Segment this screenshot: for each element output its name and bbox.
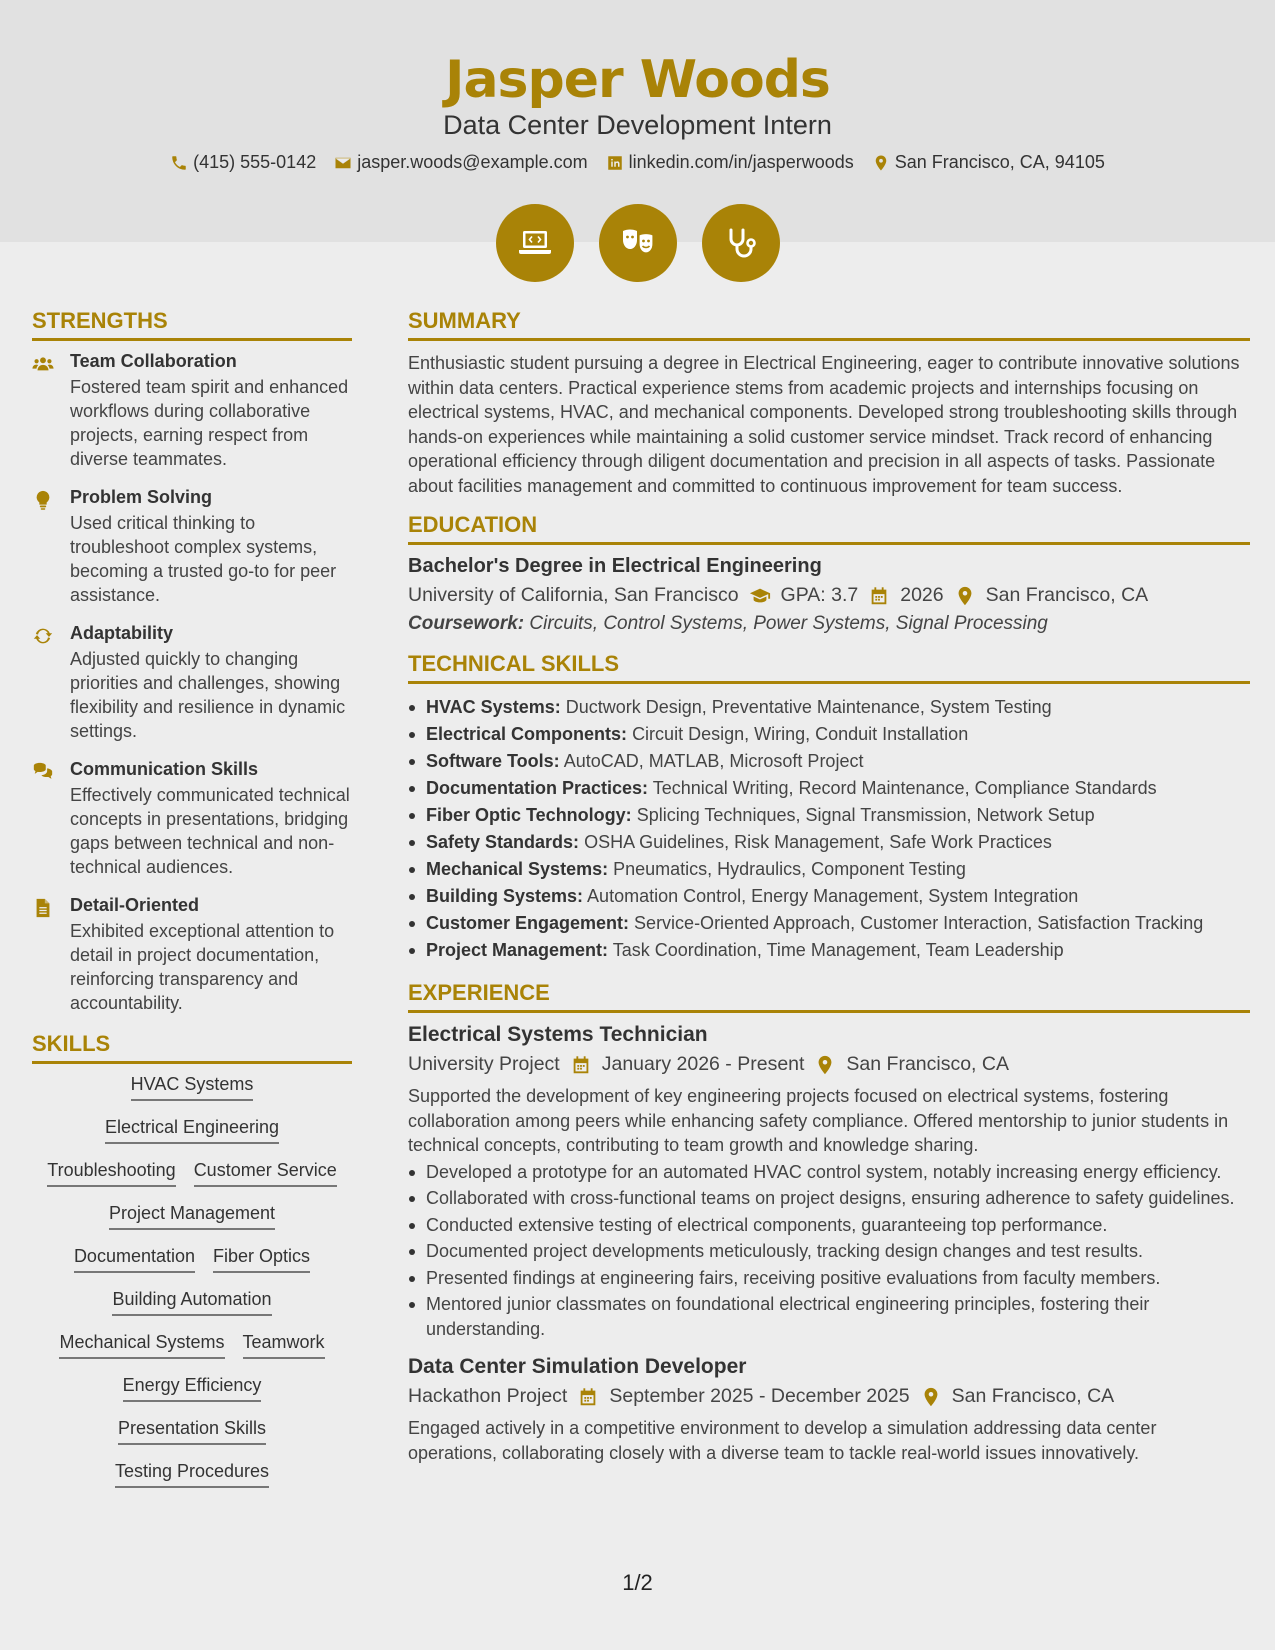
strength-desc: Fostered team spirit and enhanced workflows during collaborative projects, earning respect from diverse teammates. bbox=[70, 377, 349, 469]
phone-icon bbox=[170, 154, 188, 172]
list-item: Project Management: Task Coordination, Time Management, Team Leadership bbox=[408, 937, 1250, 964]
summary-text: Enthusiastic student pursuing a degree in Electrical Engineering, eager to contribute innovative solutions within data centers. Practical experience stems from academic projects and internships focusing on electrical systems, HVAC, and mechanical components. Developed strong troubleshooting skills through hands-on experiences while maintaining a solid customer service mindset. Track record of enhancing operational efficiency through diligent documentation and precision in all aspects of tasks. Passionate about facilities management and committed to continuous improvement for team success. bbox=[408, 353, 1240, 496]
list-item: Conducted extensive testing of electrical components, guaranteeing top performance. bbox=[408, 1213, 1250, 1238]
contact-bar bbox=[0, 152, 1275, 173]
skill-tag: Mechanical Systems bbox=[59, 1332, 224, 1359]
skill-tag: Fiber Optics bbox=[213, 1246, 310, 1273]
comments-icon bbox=[32, 761, 54, 783]
gpa: GPA: 3.7 bbox=[780, 584, 859, 606]
list-item: Fiber Optic Technology: Splicing Techniques, Signal Transmission, Network Setup bbox=[408, 802, 1250, 829]
strength-desc: Exhibited exceptional attention to detail in project documentation, reinforcing transparency and accountability. bbox=[70, 921, 335, 1013]
strength-item bbox=[32, 487, 352, 607]
skills-list bbox=[32, 1074, 352, 1504]
job-org: University Project bbox=[408, 1053, 560, 1075]
education-title: EDUCATION bbox=[408, 512, 1250, 545]
contact-email[interactable]: jasper.woods@example.com bbox=[334, 152, 587, 173]
job-meta bbox=[408, 1385, 1250, 1408]
technical-skills-title: TECHNICAL SKILLS bbox=[408, 651, 1250, 684]
job-desc: Supported the development of key engineering projects focused on electrical systems, fostering collaboration among peers while enhancing safety compliance. Offered mentorship to junior students in technical concepts, contributing to team growth and knowledge sharing. bbox=[408, 1086, 1229, 1155]
list-item: Mechanical Systems: Pneumatics, Hydraulics, Component Testing bbox=[408, 856, 1250, 883]
contact-phone: (415) 555-0142 bbox=[170, 152, 316, 173]
graduation-cap-icon bbox=[749, 585, 771, 607]
laptop-code-icon bbox=[515, 223, 555, 263]
graduation-year: 2026 bbox=[900, 584, 944, 606]
map-marker-icon bbox=[872, 154, 890, 172]
badge-masks bbox=[599, 204, 677, 282]
list-item: Software Tools: AutoCAD, MATLAB, Microsoft Project bbox=[408, 748, 1250, 775]
skill-tag: Energy Efficiency bbox=[123, 1375, 262, 1402]
map-marker-icon bbox=[814, 1054, 836, 1076]
job-org: Hackathon Project bbox=[408, 1385, 568, 1407]
list-item: Developed a prototype for an automated HVAC control system, notably increasing energy efficiency. bbox=[408, 1160, 1250, 1185]
map-marker-icon bbox=[954, 585, 976, 607]
lightbulb-icon bbox=[32, 489, 54, 511]
linkedin-icon bbox=[606, 154, 624, 172]
job-dates: September 2025 - December 2025 bbox=[609, 1385, 910, 1407]
strength-item bbox=[32, 759, 352, 879]
list-item: HVAC Systems: Ductwork Design, Preventative Maintenance, System Testing bbox=[408, 694, 1250, 721]
users-icon bbox=[32, 353, 54, 375]
strength-item bbox=[32, 895, 352, 1015]
badge-stethoscope bbox=[702, 204, 780, 282]
job-bullets bbox=[408, 1160, 1250, 1342]
sync-icon bbox=[32, 625, 54, 647]
list-item: Documented project developments meticulously, tracking design changes and test results. bbox=[408, 1239, 1250, 1264]
job-dates: January 2026 - Present bbox=[601, 1053, 805, 1075]
degree-title: Bachelor's Degree in Electrical Engineering bbox=[408, 555, 822, 577]
candidate-role: Data Center Development Intern bbox=[443, 110, 832, 140]
strength-desc: Adjusted quickly to changing priorities and challenges, showing flexibility and resilience in dynamic settings. bbox=[70, 649, 346, 741]
list-item: Customer Engagement: Service-Oriented Approach, Customer Interaction, Satisfaction Tracking bbox=[408, 910, 1250, 937]
strength-title: Communication Skills bbox=[70, 759, 259, 779]
list-item: Presented findings at engineering fairs, receiving positive evaluations from faculty members. bbox=[408, 1266, 1250, 1291]
skill-tag: HVAC Systems bbox=[131, 1074, 254, 1101]
strength-title: Detail-Oriented bbox=[70, 895, 200, 915]
skills-title: SKILLS bbox=[32, 1031, 352, 1064]
job-title: Electrical Systems Technician bbox=[408, 1023, 708, 1046]
calendar-icon bbox=[868, 585, 890, 607]
strength-title: Team Collaboration bbox=[70, 351, 237, 371]
education-meta bbox=[408, 584, 1250, 607]
page-number: 1/2 bbox=[622, 1570, 653, 1595]
contact-location: San Francisco, CA, 94105 bbox=[872, 152, 1105, 173]
stethoscope-icon bbox=[721, 223, 761, 263]
envelope-icon bbox=[334, 154, 352, 172]
strength-desc: Effectively communicated technical concepts in presentations, bridging gaps between technical and non-technical audiences. bbox=[70, 785, 350, 877]
job-entry bbox=[408, 1023, 1250, 1341]
skill-tag: Documentation bbox=[74, 1246, 195, 1273]
skill-tag: Project Management bbox=[109, 1203, 275, 1230]
job-meta bbox=[408, 1053, 1250, 1076]
list-item: Mentored junior classmates on foundational electrical engineering principles, fostering their understanding. bbox=[408, 1292, 1250, 1341]
school-location: San Francisco, CA bbox=[985, 584, 1149, 606]
strength-desc: Used critical thinking to troubleshoot complex systems, becoming a trusted go-to for peer assistance. bbox=[70, 513, 337, 605]
summary-title: SUMMARY bbox=[408, 308, 1250, 341]
skill-tag: Troubleshooting bbox=[47, 1160, 175, 1187]
coursework: Coursework: Circuits, Control Systems, Power Systems, Signal Processing bbox=[408, 613, 1048, 634]
list-item: Collaborated with cross-functional teams on project designs, ensuring adherence to safety guidelines. bbox=[408, 1186, 1250, 1211]
job-location: San Francisco, CA bbox=[846, 1053, 1009, 1075]
list-item: Documentation Practices: Technical Writing, Record Maintenance, Compliance Standards bbox=[408, 775, 1250, 802]
skill-tag: Presentation Skills bbox=[118, 1418, 266, 1445]
skill-tag: Building Automation bbox=[112, 1289, 271, 1316]
skill-tag: Customer Service bbox=[194, 1160, 337, 1187]
right-column bbox=[408, 308, 1250, 1465]
contact-linkedin[interactable]: linkedin.com/in/jasperwoods bbox=[606, 152, 854, 173]
school-name: University of California, San Francisco bbox=[408, 584, 739, 606]
skill-tag: Teamwork bbox=[243, 1332, 325, 1359]
badge-laptop bbox=[496, 204, 574, 282]
strength-item bbox=[32, 623, 352, 743]
list-item: Electrical Components: Circuit Design, Wiring, Conduit Installation bbox=[408, 721, 1250, 748]
job-entry bbox=[408, 1355, 1250, 1465]
file-icon bbox=[32, 897, 54, 919]
candidate-name: Jasper Woods bbox=[445, 50, 830, 110]
strengths-title: STRENGTHS bbox=[32, 308, 352, 341]
strength-title: Adaptability bbox=[70, 623, 174, 643]
job-location: San Francisco, CA bbox=[951, 1385, 1115, 1407]
strength-item bbox=[32, 351, 352, 471]
list-item: Safety Standards: OSHA Guidelines, Risk Management, Safe Work Practices bbox=[408, 829, 1250, 856]
strength-title: Problem Solving bbox=[70, 487, 213, 507]
map-marker-icon bbox=[920, 1386, 942, 1408]
experience-title: EXPERIENCE bbox=[408, 980, 1250, 1013]
left-column bbox=[32, 308, 352, 1504]
job-title: Data Center Simulation Developer bbox=[408, 1355, 747, 1378]
calendar-icon bbox=[577, 1386, 599, 1408]
skill-tag: Electrical Engineering bbox=[105, 1117, 279, 1144]
interest-badges bbox=[0, 204, 1275, 282]
theater-masks-icon bbox=[618, 223, 658, 263]
list-item: Building Systems: Automation Control, Energy Management, System Integration bbox=[408, 883, 1250, 910]
technical-skills-list bbox=[408, 694, 1250, 964]
skill-tag: Testing Procedures bbox=[115, 1461, 269, 1488]
job-desc: Engaged actively in a competitive environment to develop a simulation addressing data center operations, collaborating closely with a diverse team to tackle real-world issues innovatively. bbox=[408, 1418, 1157, 1463]
calendar-icon bbox=[570, 1054, 592, 1076]
